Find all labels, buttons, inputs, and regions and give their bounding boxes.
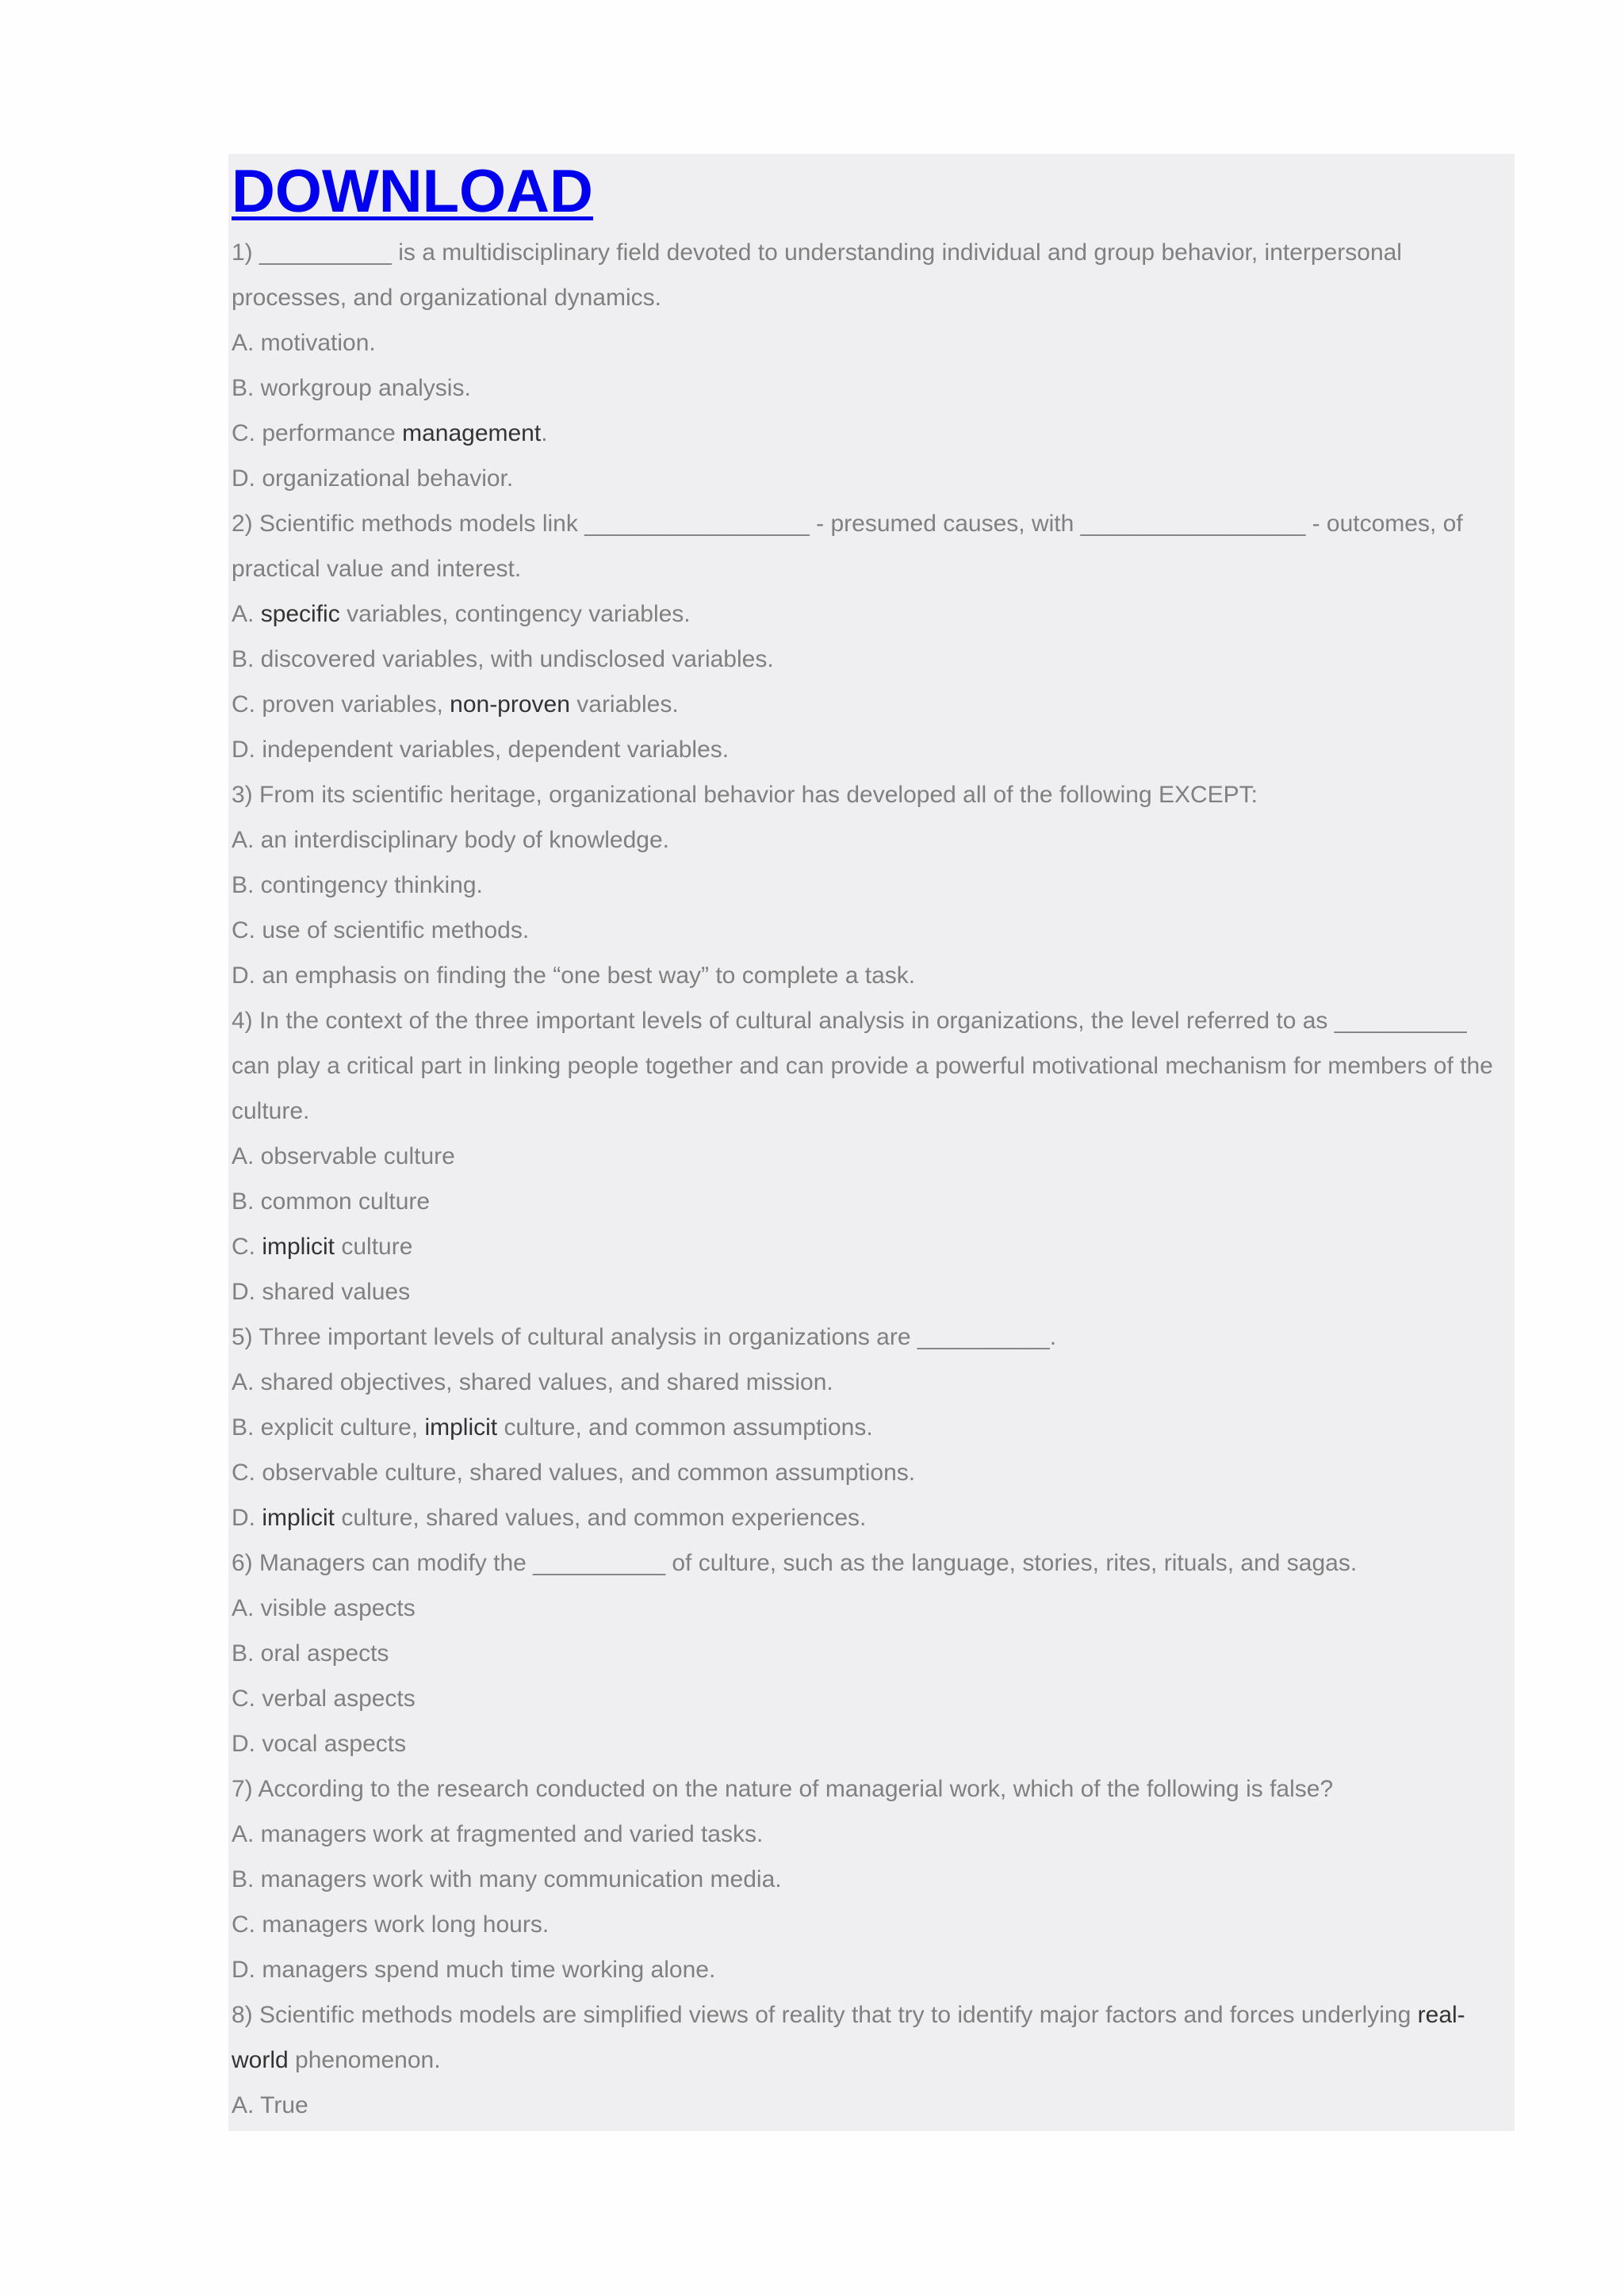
text-run: C. managers work long hours. (232, 1911, 550, 1938)
answer-option (232, 1405, 1511, 1450)
answer-option (232, 682, 1511, 727)
question-text (232, 501, 1511, 591)
document-body (228, 154, 1515, 2131)
question-text (232, 1992, 1511, 2083)
question-text (232, 230, 1511, 320)
text-run: B. discovered variables, with undisclosed variables. (232, 646, 774, 672)
answer-option (232, 1134, 1511, 1179)
answer-option (232, 320, 1511, 365)
text-run: implicit (262, 1234, 335, 1260)
question-text (232, 772, 1511, 817)
answer-option (232, 1269, 1511, 1314)
answer-option (232, 365, 1511, 411)
text-run: C. verbal aspects (232, 1686, 416, 1712)
answer-option (232, 591, 1511, 637)
answer-option (232, 2083, 1511, 2128)
text-run: implicit (262, 1505, 335, 1531)
text-run: 7) According to the research conducted on the nature of managerial work, which of the following is false? (232, 1776, 1334, 1802)
text-run: A. (232, 601, 261, 627)
answer-option (232, 908, 1511, 953)
text-run: . (541, 420, 548, 446)
answer-option (232, 1812, 1511, 1857)
text-run: A. an interdisciplinary body of knowledge. (232, 827, 669, 853)
answer-option (232, 953, 1511, 998)
question-list (232, 230, 1511, 2128)
text-run: D. (232, 1505, 262, 1531)
answer-option (232, 1947, 1511, 1992)
text-run: variables, contingency variables. (339, 601, 691, 627)
text-run: B. contingency thinking. (232, 872, 483, 898)
text-run: 5) Three important levels of cultural analysis in organizations are __________. (232, 1324, 1057, 1350)
text-run: B. common culture (232, 1188, 431, 1215)
text-run: B. workgroup analysis. (232, 375, 471, 401)
text-run: culture, shared values, and common experiences. (335, 1505, 867, 1531)
text-run: B. managers work with many communication media. (232, 1866, 782, 1892)
answer-option (232, 863, 1511, 908)
answer-option (232, 1495, 1511, 1540)
text-run: C. performance (232, 420, 403, 446)
answer-option (232, 1179, 1511, 1224)
answer-option (232, 1676, 1511, 1721)
text-run: B. oral aspects (232, 1640, 389, 1667)
text-run: D. independent variables, dependent variables. (232, 737, 730, 763)
answer-option (232, 1902, 1511, 1947)
answer-option (232, 1224, 1511, 1269)
text-run: specific (260, 601, 340, 627)
text-run: implicit (424, 1414, 498, 1441)
answer-option (232, 1631, 1511, 1676)
text-run: culture, and common assumptions. (497, 1414, 873, 1441)
answer-option (232, 1360, 1511, 1405)
text-run: D. organizational behavior. (232, 465, 514, 492)
text-run: 8) Scientific methods models are simplified views of reality that try to identify major factors and forces underlying (232, 2002, 1418, 2028)
text-run: C. observable culture, shared values, and common assumptions. (232, 1460, 916, 1486)
text-run: D. vocal aspects (232, 1731, 407, 1757)
text-run: 6) Managers can modify the __________ of culture, such as the language, stories, rites, rituals, and sagas. (232, 1550, 1358, 1576)
text-run: C. use of scientific methods. (232, 917, 530, 943)
text-run: non-proven (450, 691, 570, 718)
question-text (232, 998, 1511, 1134)
answer-option (232, 817, 1511, 863)
text-run: variables. (569, 691, 679, 718)
text-run: A. observable culture (232, 1143, 455, 1169)
text-run: A. managers work at fragmented and varied tasks. (232, 1821, 764, 1847)
text-run: 4) In the context of the three important levels of cultural analysis in organizations, the level referred to as __________ can play a critical part in linking people together and can provide a powerful motivational mechanism for members of the culture. (232, 1008, 1493, 1124)
question-text (232, 1766, 1511, 1812)
answer-option (232, 1586, 1511, 1631)
answer-option (232, 1721, 1511, 1766)
text-run: A. motivation. (232, 330, 376, 356)
question-text (232, 1314, 1511, 1360)
download-link[interactable]: DOWNLOAD (232, 158, 593, 225)
text-run: A. True (232, 2092, 308, 2118)
text-run: C. proven variables, (232, 691, 450, 718)
answer-option (232, 727, 1511, 772)
text-run: A. visible aspects (232, 1595, 416, 1621)
text-run: culture (335, 1234, 413, 1260)
text-run: phenomenon. (288, 2047, 441, 2073)
answer-option (232, 637, 1511, 682)
question-text (232, 1540, 1511, 1586)
answer-option (232, 411, 1511, 456)
text-run: C. (232, 1234, 262, 1260)
text-run: B. explicit culture, (232, 1414, 425, 1441)
answer-option (232, 1857, 1511, 1902)
text-run: D. managers spend much time working alone. (232, 1957, 716, 1983)
text-run: 3) From its scientific heritage, organizational behavior has developed all of the following EXCEPT: (232, 782, 1258, 808)
text-run: 1) __________ is a multidisciplinary field devoted to understanding individual and group behavior, interpersonal processes, and organizational dynamics. (232, 239, 1402, 311)
text-run: management (402, 420, 542, 446)
answer-option (232, 456, 1511, 501)
text-run: D. an emphasis on finding the “one best way” to complete a task. (232, 962, 916, 989)
text-run: 2) Scientific methods models link _________________ - presumed causes, with _________________ - outcomes, of practical value and interest. (232, 511, 1463, 582)
text-run: D. shared values (232, 1279, 411, 1305)
answer-option (232, 1450, 1511, 1495)
text-run: real-world (232, 2002, 1465, 2073)
text-run: A. shared objectives, shared values, and shared mission. (232, 1369, 833, 1395)
